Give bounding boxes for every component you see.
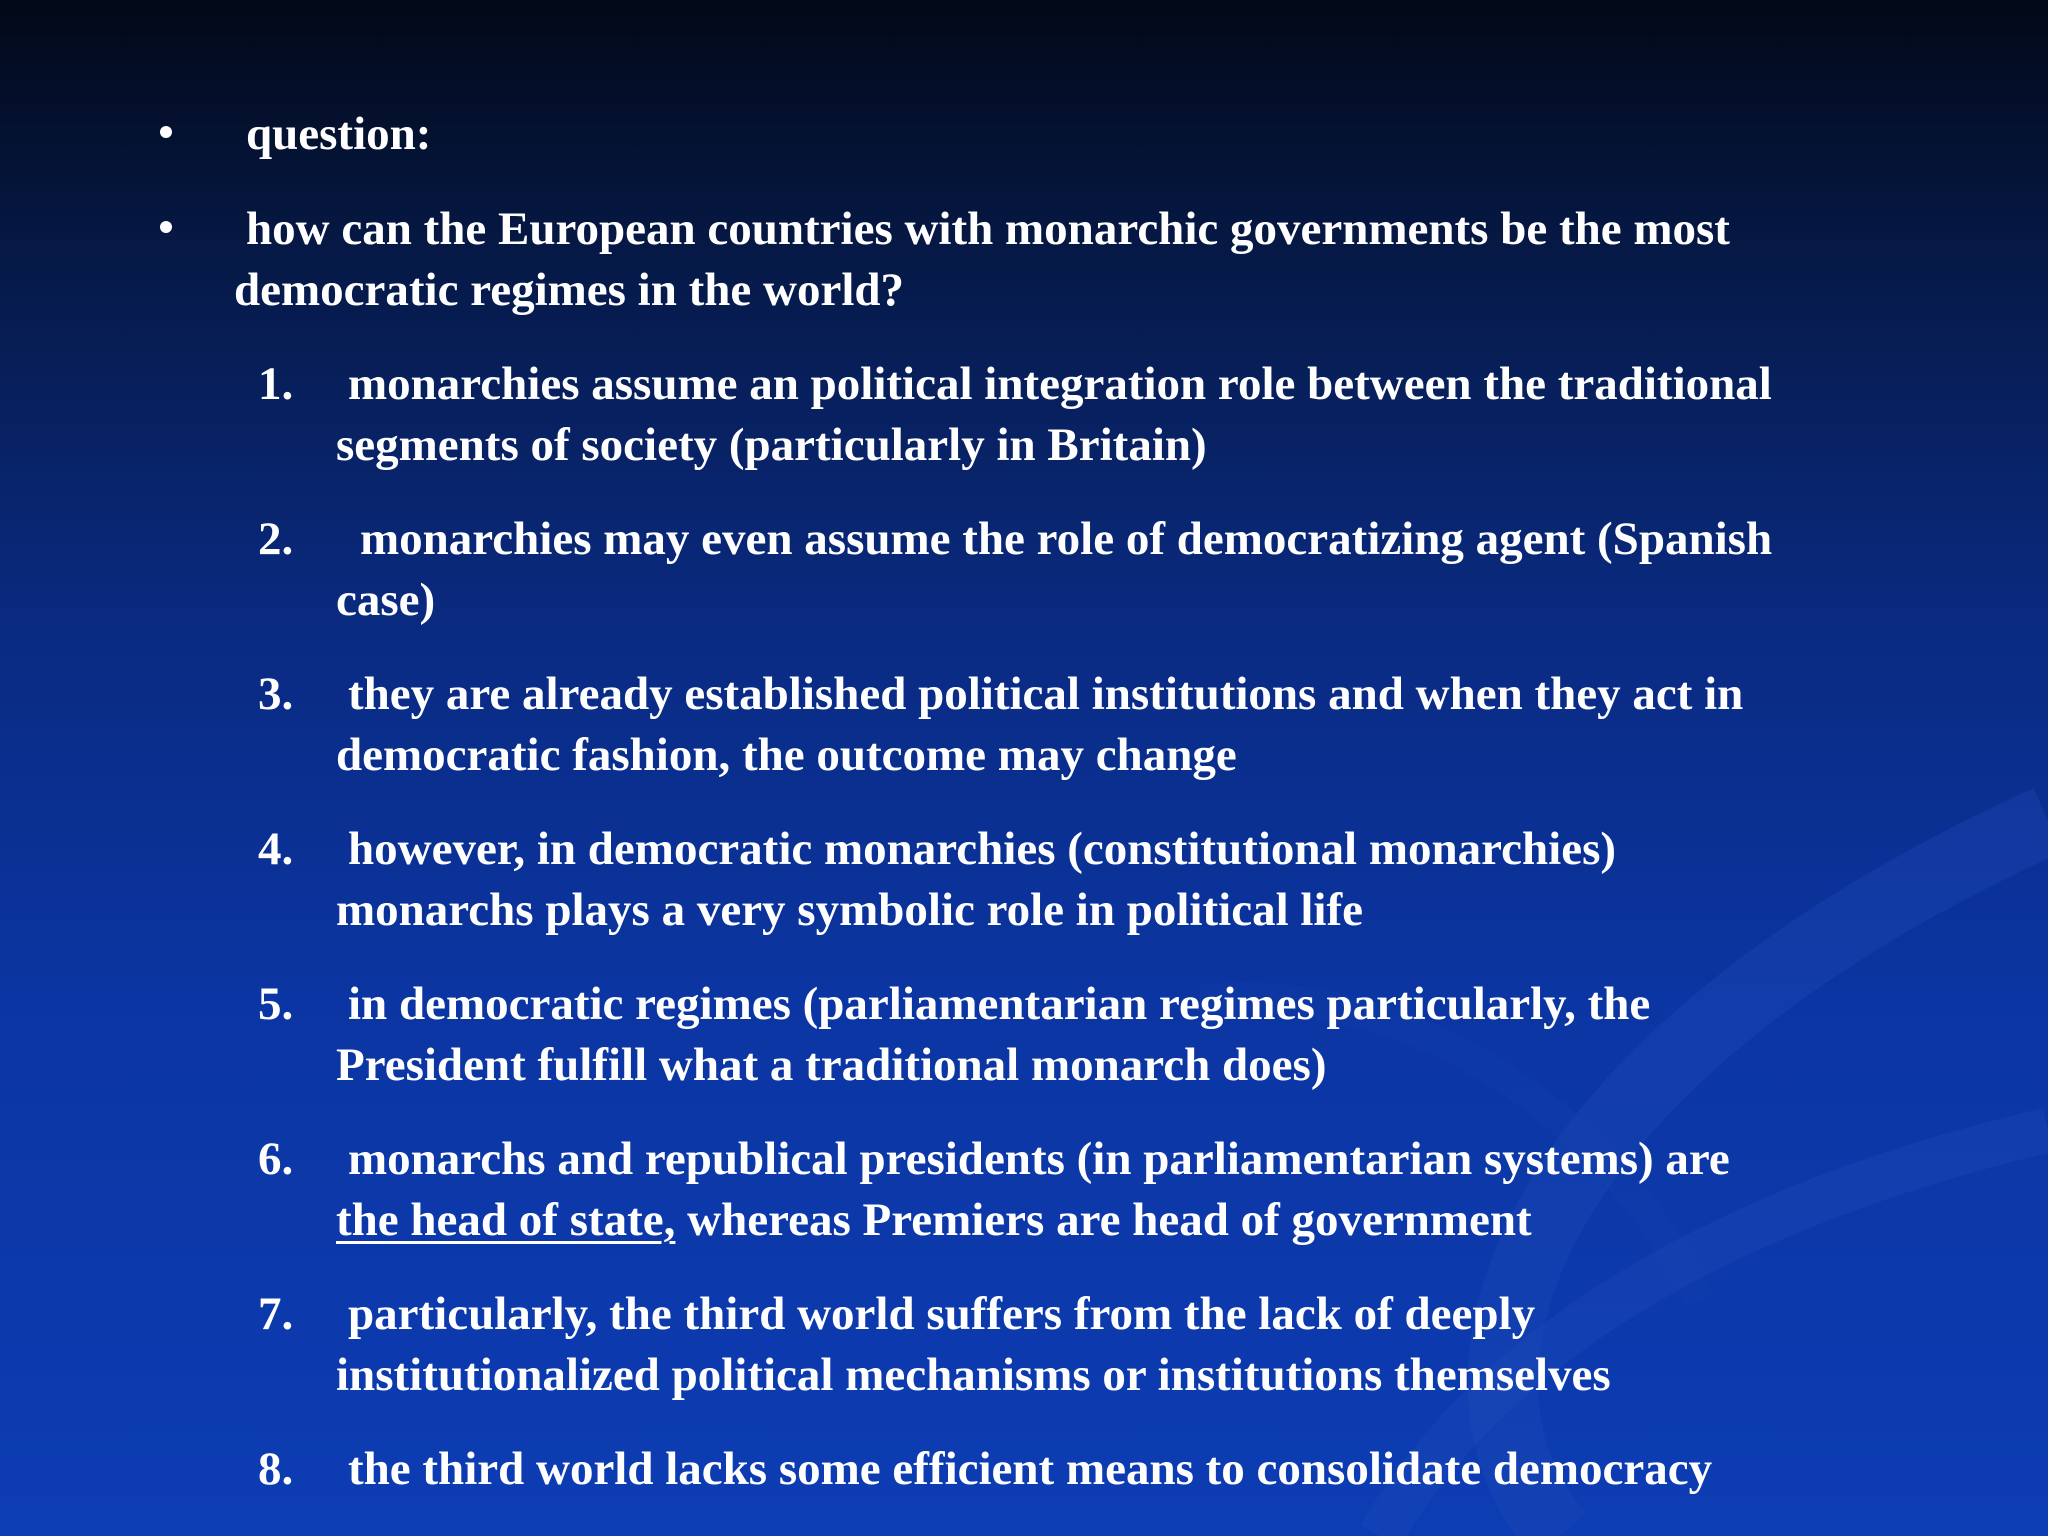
- bullet-main-question-line1: how can the European countries with monarchic governments be the most: [246, 203, 1730, 255]
- list-item-line2: case): [336, 574, 436, 626]
- list-item-number: 1.: [258, 358, 294, 410]
- list-item-number: 3.: [258, 668, 294, 720]
- list-item-line1: the third world lacks some efficient means to consolidate democracy: [348, 1443, 1713, 1495]
- list-item-line2: President fulfill what a traditional monarch does): [336, 1039, 1327, 1091]
- list-item-number: 7.: [258, 1288, 294, 1340]
- bullet-marker: [160, 221, 172, 233]
- list-item-number: 8.: [258, 1443, 294, 1495]
- list-item-line1: monarchies may even assume the role of democratizing agent (Spanish: [360, 513, 1773, 565]
- list-item-number: 4.: [258, 823, 294, 875]
- list-item-line2: monarchs plays a very symbolic role in political life: [336, 884, 1364, 936]
- list-item-line2: segments of society (particularly in Britain): [336, 419, 1207, 471]
- list-item-number: 6.: [258, 1133, 294, 1185]
- list-item-number: 2.: [258, 513, 294, 565]
- list-item-line1: particularly, the third world suffers from the lack of deeply: [348, 1288, 1536, 1340]
- list-item-line1: they are already established political institutions and when they act in: [348, 668, 1744, 720]
- list-item-line2: institutionalized political mechanisms or institutions themselves: [336, 1349, 1611, 1401]
- list-item-line2: democratic fashion, the outcome may change: [336, 729, 1237, 781]
- bullet-question: question:: [246, 108, 432, 160]
- list-item-line1: however, in democratic monarchies (constitutional monarchies): [348, 823, 1617, 875]
- list-item-line1: in democratic regimes (parliamentarian regimes particularly, the: [348, 978, 1651, 1030]
- list-item-line2: [336, 1190, 1532, 1251]
- list-item-line1: monarchs and republical presidents (in parliamentarian systems) are: [348, 1133, 1730, 1185]
- bullet-main-question-line2: democratic regimes in the world?: [234, 264, 905, 316]
- list-item-number: 5.: [258, 978, 294, 1030]
- bullet-marker: [160, 126, 172, 138]
- list-item-line2-rest: whereas Premiers are head of government: [675, 1194, 1532, 1246]
- head-of-state-underlined: the head of state,: [336, 1194, 676, 1246]
- list-item-line1: monarchies assume an political integration role between the traditional: [348, 358, 1772, 410]
